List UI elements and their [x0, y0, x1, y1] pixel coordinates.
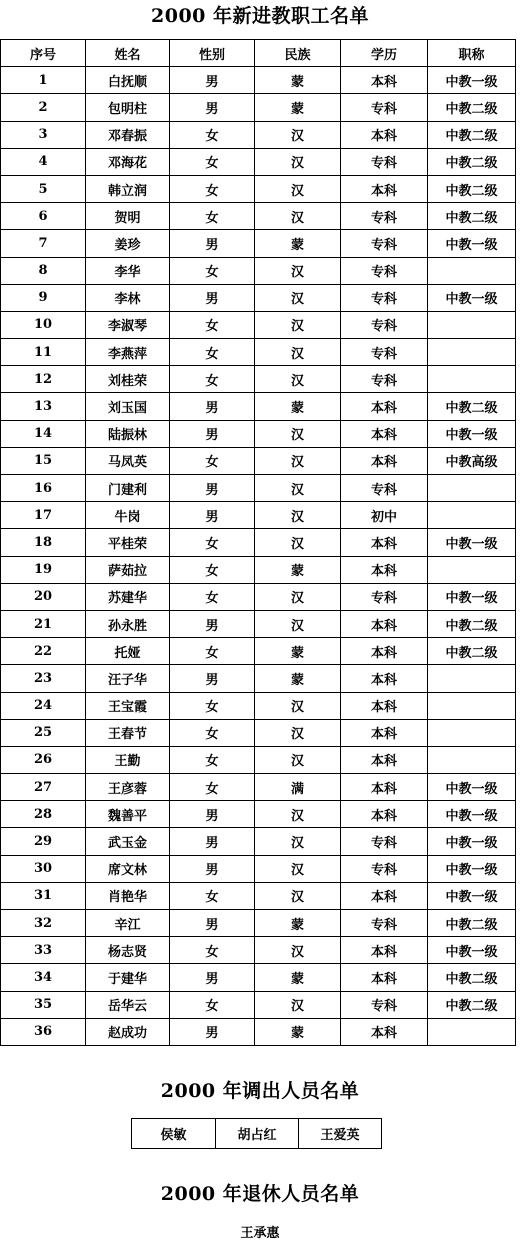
cell-education: 专科	[341, 284, 428, 311]
table-row	[1, 502, 516, 529]
cell-title: 中教一级	[428, 284, 516, 311]
cell-name: 李淑琴	[86, 311, 170, 338]
cell-ethnicity: 汉	[255, 257, 341, 284]
cell-ethnicity: 汉	[255, 882, 341, 909]
column-header-ethnicity: 民族	[255, 40, 341, 67]
cell-ethnicity: 汉	[255, 937, 341, 964]
cell-education: 本科	[341, 746, 428, 773]
cell-title	[428, 746, 516, 773]
cell-ethnicity: 满	[255, 774, 341, 801]
cell-gender: 女	[170, 692, 255, 719]
cell-ethnicity: 汉	[255, 502, 341, 529]
cell-gender: 女	[170, 882, 255, 909]
cell-name: 邓海花	[86, 148, 170, 175]
table-row	[1, 937, 516, 964]
cell-name: 岳华云	[86, 991, 170, 1018]
cell-ethnicity: 蒙	[255, 910, 341, 937]
cell-ethnicity: 汉	[255, 991, 341, 1018]
cell-index: 28	[1, 801, 86, 828]
cell-index: 14	[1, 420, 86, 447]
cell-gender: 男	[170, 910, 255, 937]
cell-title	[428, 719, 516, 746]
cell-name: 苏建华	[86, 583, 170, 610]
cell-ethnicity: 汉	[255, 148, 341, 175]
transfer-section-title: 2000 年调出人员名单	[160, 1080, 360, 1102]
table-row	[1, 991, 516, 1018]
table-row	[1, 692, 516, 719]
cell-education: 本科	[341, 882, 428, 909]
cell-ethnicity: 汉	[255, 203, 341, 230]
cell-education: 专科	[341, 366, 428, 393]
cell-index: 2	[1, 94, 86, 121]
cell-ethnicity: 汉	[255, 366, 341, 393]
cell-title: 中教一级	[428, 801, 516, 828]
cell-ethnicity: 汉	[255, 339, 341, 366]
cell-title	[428, 556, 516, 583]
cell-name: 汪子华	[86, 665, 170, 692]
cell-ethnicity: 汉	[255, 692, 341, 719]
cell-name: 白抚顺	[86, 67, 170, 94]
table-row	[1, 366, 516, 393]
column-header-gender: 性别	[170, 40, 255, 67]
cell-education: 本科	[341, 801, 428, 828]
table-row	[1, 638, 516, 665]
cell-education: 专科	[341, 475, 428, 502]
cell-title: 中教一级	[428, 855, 516, 882]
cell-name: 平桂荣	[86, 529, 170, 556]
cell-gender: 女	[170, 175, 255, 202]
cell-ethnicity: 汉	[255, 175, 341, 202]
cell-gender: 男	[170, 964, 255, 991]
cell-education: 本科	[341, 447, 428, 474]
cell-education: 专科	[341, 257, 428, 284]
cell-index: 1	[1, 67, 86, 94]
cell-index: 25	[1, 719, 86, 746]
cell-ethnicity: 蒙	[255, 67, 341, 94]
table-row	[1, 257, 516, 284]
cell-index: 23	[1, 665, 86, 692]
cell-name: 贺明	[86, 203, 170, 230]
cell-ethnicity: 汉	[255, 719, 341, 746]
cell-index: 22	[1, 638, 86, 665]
table-row	[1, 475, 516, 502]
cell-education: 专科	[341, 311, 428, 338]
cell-name: 赵成功	[86, 1018, 170, 1045]
table-header-row	[1, 40, 516, 67]
table-row	[1, 719, 516, 746]
cell-title	[428, 339, 516, 366]
cell-ethnicity: 蒙	[255, 94, 341, 121]
cell-index: 33	[1, 937, 86, 964]
cell-index: 27	[1, 774, 86, 801]
cell-index: 30	[1, 855, 86, 882]
cell-education: 专科	[341, 855, 428, 882]
cell-education: 专科	[341, 583, 428, 610]
cell-gender: 男	[170, 828, 255, 855]
cell-index: 9	[1, 284, 86, 311]
cell-gender: 女	[170, 311, 255, 338]
table-row	[1, 339, 516, 366]
cell-name: 韩立润	[86, 175, 170, 202]
cell-ethnicity: 汉	[255, 610, 341, 637]
cell-gender: 男	[170, 1018, 255, 1045]
cell-ethnicity: 汉	[255, 121, 341, 148]
cell-index: 24	[1, 692, 86, 719]
cell-title: 中教二级	[428, 393, 516, 420]
cell-name: 李林	[86, 284, 170, 311]
cell-education: 本科	[341, 937, 428, 964]
cell-name: 杨志贤	[86, 937, 170, 964]
cell-index: 35	[1, 991, 86, 1018]
cell-education: 专科	[341, 828, 428, 855]
cell-index: 26	[1, 746, 86, 773]
cell-index: 5	[1, 175, 86, 202]
cell-name: 陆振林	[86, 420, 170, 447]
cell-education: 本科	[341, 774, 428, 801]
cell-gender: 女	[170, 719, 255, 746]
table-row	[1, 94, 516, 121]
cell-gender: 女	[170, 774, 255, 801]
column-header-name: 姓名	[86, 40, 170, 67]
cell-index: 16	[1, 475, 86, 502]
table-row	[1, 583, 516, 610]
retire-section-title: 2000 年退休人员名单	[160, 1183, 360, 1205]
cell-gender: 女	[170, 746, 255, 773]
page-title: 2000 年新进教职工名单	[151, 5, 369, 27]
transfer-name-cell: 胡占红	[216, 1119, 299, 1149]
cell-name: 孙永胜	[86, 610, 170, 637]
cell-education: 专科	[341, 339, 428, 366]
table-row	[1, 746, 516, 773]
cell-ethnicity: 蒙	[255, 964, 341, 991]
cell-gender: 女	[170, 991, 255, 1018]
cell-education: 本科	[341, 529, 428, 556]
cell-index: 21	[1, 610, 86, 637]
cell-title	[428, 665, 516, 692]
cell-title: 中教一级	[428, 882, 516, 909]
cell-ethnicity: 汉	[255, 284, 341, 311]
cell-title: 中教二级	[428, 638, 516, 665]
table-row	[1, 420, 516, 447]
cell-gender: 女	[170, 366, 255, 393]
cell-index: 32	[1, 910, 86, 937]
column-header-title: 职称	[428, 40, 516, 67]
cell-ethnicity: 蒙	[255, 1018, 341, 1045]
cell-title: 中教二级	[428, 175, 516, 202]
cell-education: 本科	[341, 665, 428, 692]
table-row	[1, 556, 516, 583]
cell-gender: 女	[170, 257, 255, 284]
table-row	[1, 964, 516, 991]
cell-index: 4	[1, 148, 86, 175]
table-row	[1, 828, 516, 855]
cell-gender: 女	[170, 203, 255, 230]
transfer-name-cell: 王爱英	[299, 1119, 382, 1149]
table-row	[1, 148, 516, 175]
cell-education: 本科	[341, 420, 428, 447]
cell-ethnicity: 蒙	[255, 230, 341, 257]
cell-education: 本科	[341, 964, 428, 991]
table-row	[1, 882, 516, 909]
cell-name: 于建华	[86, 964, 170, 991]
cell-name: 王宝霞	[86, 692, 170, 719]
cell-gender: 女	[170, 529, 255, 556]
table-row	[1, 1018, 516, 1045]
cell-education: 本科	[341, 692, 428, 719]
cell-name: 萨茹拉	[86, 556, 170, 583]
cell-ethnicity: 汉	[255, 529, 341, 556]
cell-name: 王春节	[86, 719, 170, 746]
cell-education: 专科	[341, 94, 428, 121]
cell-name: 姜珍	[86, 230, 170, 257]
cell-name: 李燕萍	[86, 339, 170, 366]
cell-education: 初中	[341, 502, 428, 529]
cell-title: 中教一级	[428, 937, 516, 964]
table-row	[1, 175, 516, 202]
table-row	[1, 230, 516, 257]
cell-title: 中教一级	[428, 230, 516, 257]
cell-index: 12	[1, 366, 86, 393]
column-header-education: 学历	[341, 40, 428, 67]
cell-title	[428, 257, 516, 284]
retire-name: 王承惠	[240, 1226, 280, 1241]
cell-index: 10	[1, 311, 86, 338]
cell-title	[428, 502, 516, 529]
table-row	[1, 774, 516, 801]
cell-title	[428, 1018, 516, 1045]
cell-ethnicity: 汉	[255, 583, 341, 610]
cell-education: 本科	[341, 638, 428, 665]
cell-name: 包明柱	[86, 94, 170, 121]
cell-gender: 男	[170, 665, 255, 692]
cell-title	[428, 692, 516, 719]
cell-gender: 女	[170, 339, 255, 366]
table-row	[1, 203, 516, 230]
cell-ethnicity: 汉	[255, 475, 341, 502]
cell-gender: 男	[170, 502, 255, 529]
cell-education: 本科	[341, 121, 428, 148]
cell-name: 肖艳华	[86, 882, 170, 909]
cell-name: 马凤英	[86, 447, 170, 474]
cell-gender: 女	[170, 583, 255, 610]
cell-education: 本科	[341, 175, 428, 202]
cell-gender: 男	[170, 94, 255, 121]
cell-name: 刘玉国	[86, 393, 170, 420]
cell-title: 中教二级	[428, 964, 516, 991]
cell-education: 本科	[341, 67, 428, 94]
cell-index: 17	[1, 502, 86, 529]
cell-index: 18	[1, 529, 86, 556]
table-row	[1, 311, 516, 338]
cell-gender: 女	[170, 148, 255, 175]
cell-name: 门建利	[86, 475, 170, 502]
cell-title	[428, 366, 516, 393]
cell-name: 刘桂荣	[86, 366, 170, 393]
cell-title: 中教一级	[428, 583, 516, 610]
column-header-index: 序号	[1, 40, 86, 67]
cell-education: 本科	[341, 556, 428, 583]
cell-title: 中教二级	[428, 991, 516, 1018]
cell-ethnicity: 汉	[255, 311, 341, 338]
cell-title: 中教二级	[428, 94, 516, 121]
cell-ethnicity: 蒙	[255, 638, 341, 665]
cell-gender: 女	[170, 937, 255, 964]
transfer-table	[131, 1118, 382, 1149]
table-row	[1, 910, 516, 937]
cell-gender: 男	[170, 67, 255, 94]
table-row	[1, 447, 516, 474]
cell-name: 魏善平	[86, 801, 170, 828]
transfer-name-cell: 侯敏	[132, 1119, 216, 1149]
table-row	[1, 121, 516, 148]
cell-gender: 女	[170, 556, 255, 583]
cell-gender: 女	[170, 447, 255, 474]
cell-gender: 男	[170, 475, 255, 502]
cell-title	[428, 311, 516, 338]
cell-education: 本科	[341, 719, 428, 746]
cell-name: 王彦蓉	[86, 774, 170, 801]
cell-index: 20	[1, 583, 86, 610]
cell-title: 中教二级	[428, 148, 516, 175]
new-staff-table	[0, 39, 516, 1046]
cell-ethnicity: 汉	[255, 420, 341, 447]
cell-title	[428, 475, 516, 502]
cell-education: 专科	[341, 991, 428, 1018]
cell-ethnicity: 汉	[255, 746, 341, 773]
cell-index: 6	[1, 203, 86, 230]
table-row	[1, 284, 516, 311]
cell-title: 中教二级	[428, 610, 516, 637]
cell-ethnicity: 蒙	[255, 665, 341, 692]
cell-ethnicity: 汉	[255, 801, 341, 828]
cell-index: 7	[1, 230, 86, 257]
cell-education: 专科	[341, 148, 428, 175]
cell-title: 中教高级	[428, 447, 516, 474]
cell-gender: 女	[170, 638, 255, 665]
cell-index: 31	[1, 882, 86, 909]
cell-index: 29	[1, 828, 86, 855]
cell-title: 中教一级	[428, 420, 516, 447]
table-row	[1, 67, 516, 94]
cell-ethnicity: 蒙	[255, 556, 341, 583]
table-row	[1, 529, 516, 556]
cell-title: 中教一级	[428, 774, 516, 801]
cell-education: 专科	[341, 203, 428, 230]
cell-index: 11	[1, 339, 86, 366]
cell-title: 中教二级	[428, 203, 516, 230]
cell-ethnicity: 汉	[255, 828, 341, 855]
cell-index: 36	[1, 1018, 86, 1045]
cell-name: 席文林	[86, 855, 170, 882]
table-row	[1, 393, 516, 420]
cell-ethnicity: 蒙	[255, 393, 341, 420]
cell-education: 本科	[341, 1018, 428, 1045]
cell-name: 李华	[86, 257, 170, 284]
cell-name: 牛岗	[86, 502, 170, 529]
table-row	[1, 665, 516, 692]
cell-gender: 男	[170, 420, 255, 447]
cell-name: 武玉金	[86, 828, 170, 855]
cell-gender: 男	[170, 230, 255, 257]
cell-name: 托娅	[86, 638, 170, 665]
cell-name: 邓春振	[86, 121, 170, 148]
cell-index: 15	[1, 447, 86, 474]
table-row	[1, 610, 516, 637]
table-row	[132, 1119, 382, 1149]
cell-education: 本科	[341, 610, 428, 637]
cell-gender: 男	[170, 801, 255, 828]
cell-gender: 男	[170, 393, 255, 420]
cell-title: 中教一级	[428, 529, 516, 556]
cell-ethnicity: 汉	[255, 855, 341, 882]
cell-index: 8	[1, 257, 86, 284]
cell-gender: 男	[170, 284, 255, 311]
cell-name: 王勤	[86, 746, 170, 773]
cell-ethnicity: 汉	[255, 447, 341, 474]
cell-index: 19	[1, 556, 86, 583]
table-row	[1, 855, 516, 882]
cell-title: 中教一级	[428, 828, 516, 855]
cell-education: 专科	[341, 910, 428, 937]
cell-title: 中教二级	[428, 121, 516, 148]
cell-name: 辛江	[86, 910, 170, 937]
cell-education: 本科	[341, 393, 428, 420]
cell-index: 13	[1, 393, 86, 420]
cell-gender: 男	[170, 855, 255, 882]
cell-gender: 男	[170, 610, 255, 637]
cell-title: 中教一级	[428, 67, 516, 94]
cell-index: 34	[1, 964, 86, 991]
table-row	[1, 801, 516, 828]
cell-education: 专科	[341, 230, 428, 257]
cell-index: 3	[1, 121, 86, 148]
cell-gender: 女	[170, 121, 255, 148]
cell-title: 中教二级	[428, 910, 516, 937]
